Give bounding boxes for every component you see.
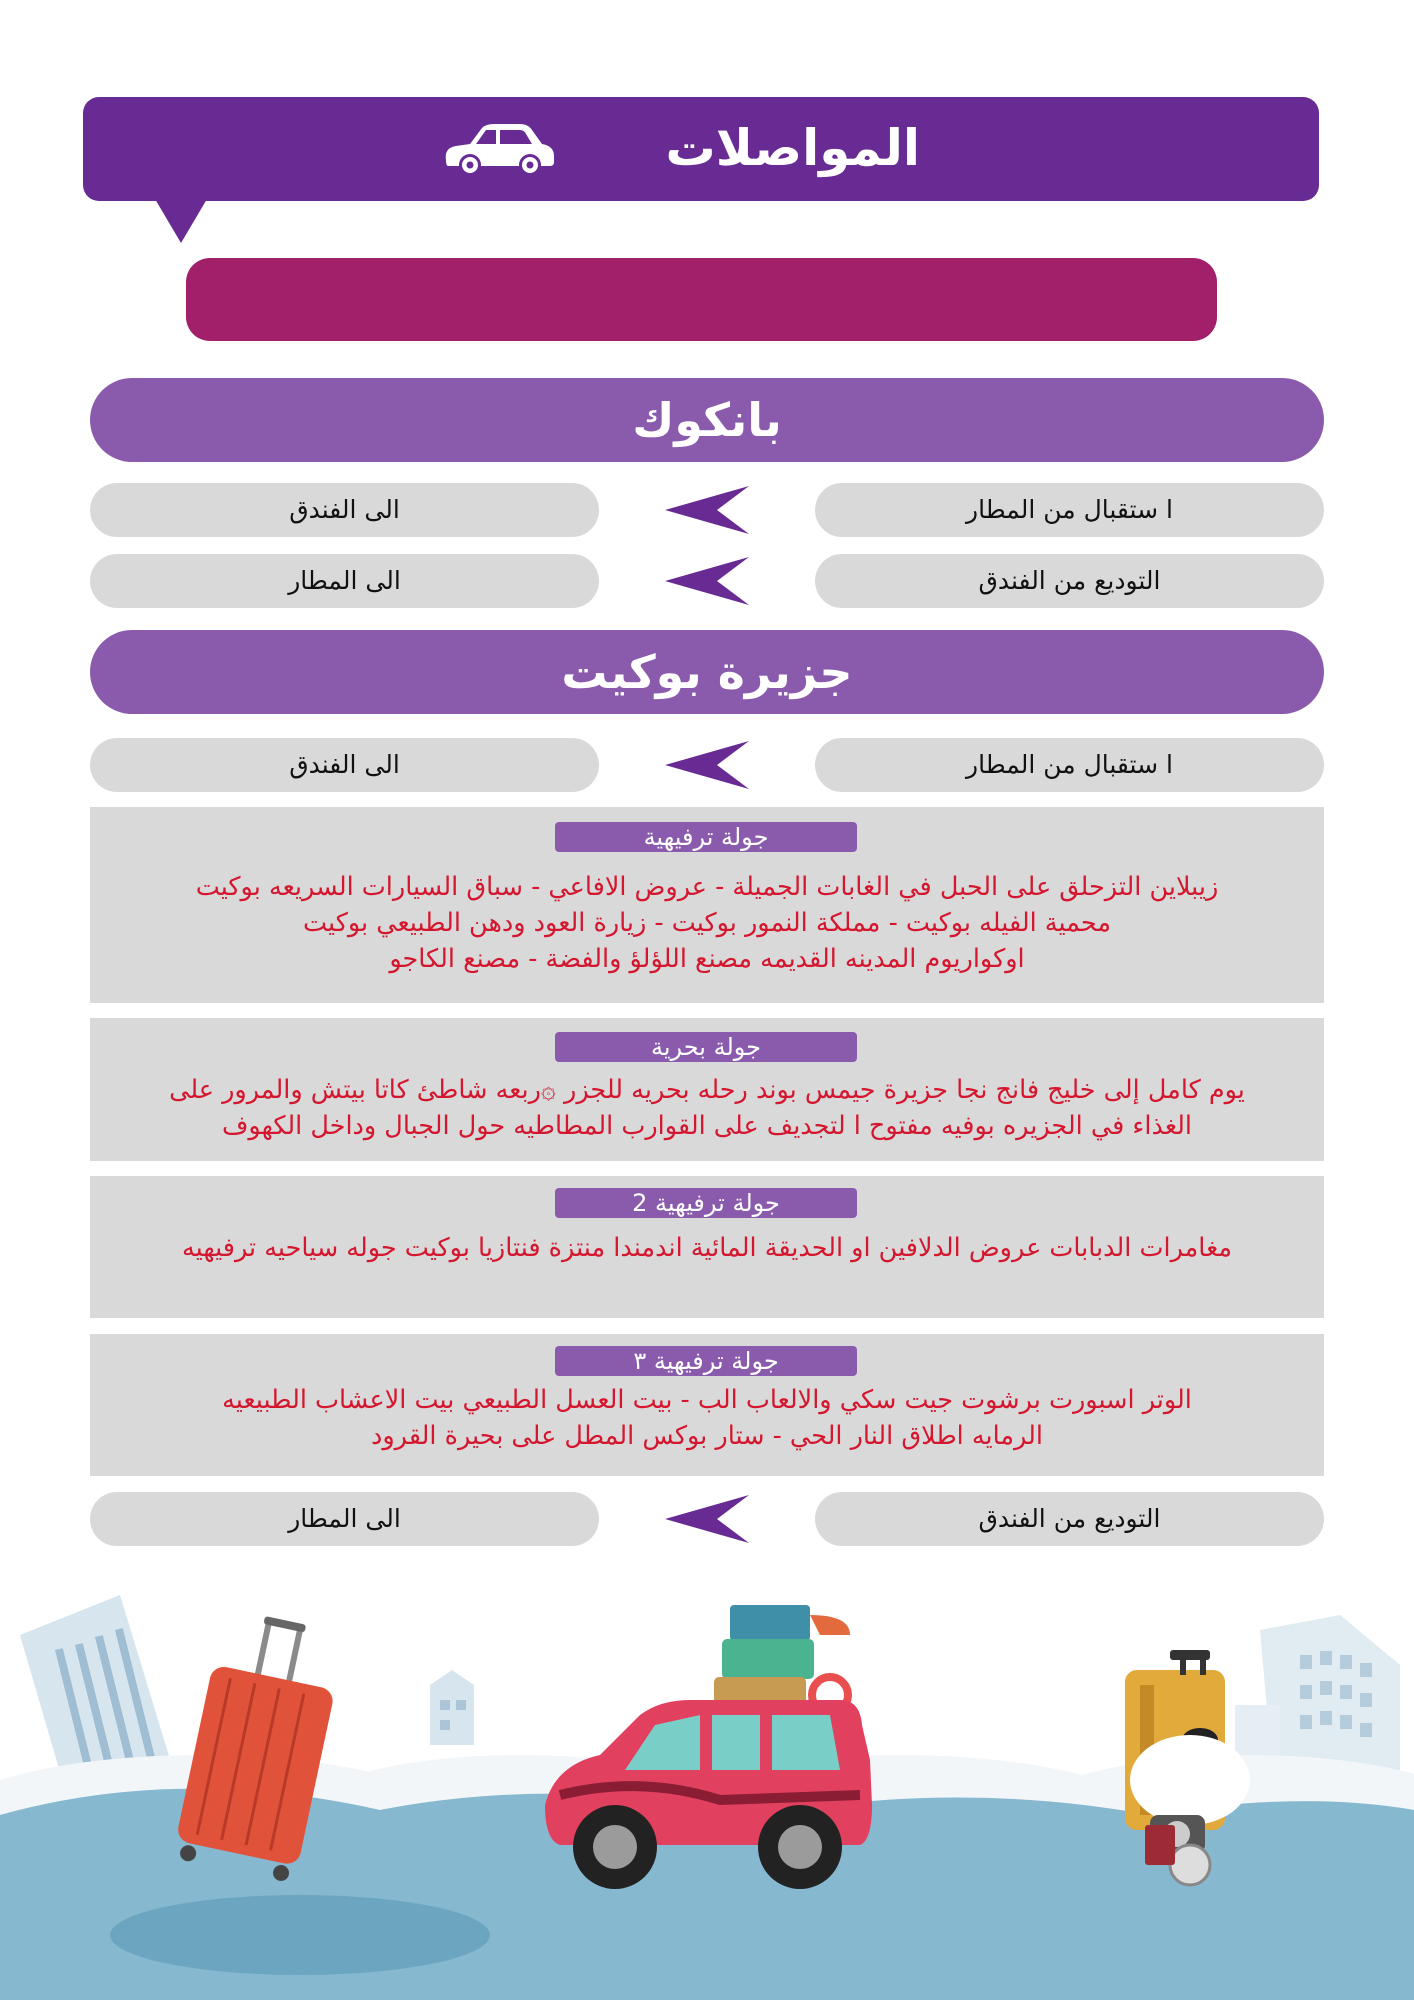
tour-description xyxy=(110,869,1304,977)
section-title-phuket: جزيرة بوكيت xyxy=(90,630,1324,714)
tour-line: الغذاء في الجزيره بوفيه مفتوح ا لتجديف على القوارب المطاطيه حول الجبال وداخل الكهوف xyxy=(221,1111,1193,1141)
tour-description xyxy=(110,1230,1304,1266)
tour-line: الوتر اسبورت برشوت جيت سكي والالعاب الب - بيت العسل الطبيعي بيت الاعشاب الطبيعيه xyxy=(222,1385,1192,1415)
tour-description xyxy=(110,1072,1304,1144)
tour-line: الرمايه اطلاق النار الحي - ستار بوكس المطل على بحيرة القرود xyxy=(371,1421,1043,1451)
tour-label: جولة ترفيهية 2 xyxy=(555,1188,857,1218)
transfer-from: ا ستقبال من المطار xyxy=(815,738,1324,792)
tour-label: جولة بحرية xyxy=(555,1032,857,1062)
transfer-to: الى الفندق xyxy=(90,483,599,537)
footer-illustration xyxy=(0,1575,1414,2000)
tour-line: محمية الفيله بوكيت - مملكة النمور بوكيت - زيارة العود ودهن الطبيعي بوكيت xyxy=(302,908,1112,938)
tour-label: جولة ترفيهية xyxy=(555,822,857,852)
car-icon xyxy=(440,120,558,178)
tour-line: يوم كامل إلى خليج فانج نجا جزيرة جيمس بوند رحله بحريه للجزر ۞ربعه شاطئ كاتا بيتش والمرور على xyxy=(169,1075,1245,1105)
transfer-from: ا ستقبال من المطار xyxy=(815,483,1324,537)
arrow-left-icon xyxy=(665,482,749,538)
arrow-left-icon xyxy=(665,1491,749,1547)
arrow-left-icon xyxy=(665,553,749,609)
transfer-to: الى المطار xyxy=(90,554,599,608)
decorative-banner xyxy=(186,258,1217,341)
tour-card xyxy=(90,1334,1324,1476)
transfer-to: الى المطار xyxy=(90,1492,599,1546)
arrow-left-icon xyxy=(665,737,749,793)
tour-line: اوكواريوم المدينه القديمه مصنع اللؤلؤ والفضة - مصنع الكاجو xyxy=(389,944,1025,974)
tour-label: جولة ترفيهية ٣ xyxy=(555,1346,857,1376)
transfer-from: التوديع من الفندق xyxy=(815,554,1324,608)
page-title: المواصلات xyxy=(665,119,920,177)
tour-card xyxy=(90,1018,1324,1161)
tour-card xyxy=(90,1176,1324,1318)
header-banner-pointer xyxy=(155,199,207,243)
transfer-to: الى الفندق xyxy=(90,738,599,792)
transfer-from: التوديع من الفندق xyxy=(815,1492,1324,1546)
tour-description xyxy=(110,1382,1304,1454)
tour-line: مغامرات الدبابات عروض الدلافين او الحديقة المائية اندمندا منتزة فنتازيا بوكيت جوله سياحيه ترفيهيه xyxy=(181,1233,1233,1263)
section-title-bangkok: بانكوك xyxy=(90,378,1324,462)
tour-line: زيبلاين التزحلق على الحبل في الغابات الجميلة - عروض الافاعي - سباق السيارات السريعه بوكيت xyxy=(195,872,1219,902)
tour-card xyxy=(90,807,1324,1003)
